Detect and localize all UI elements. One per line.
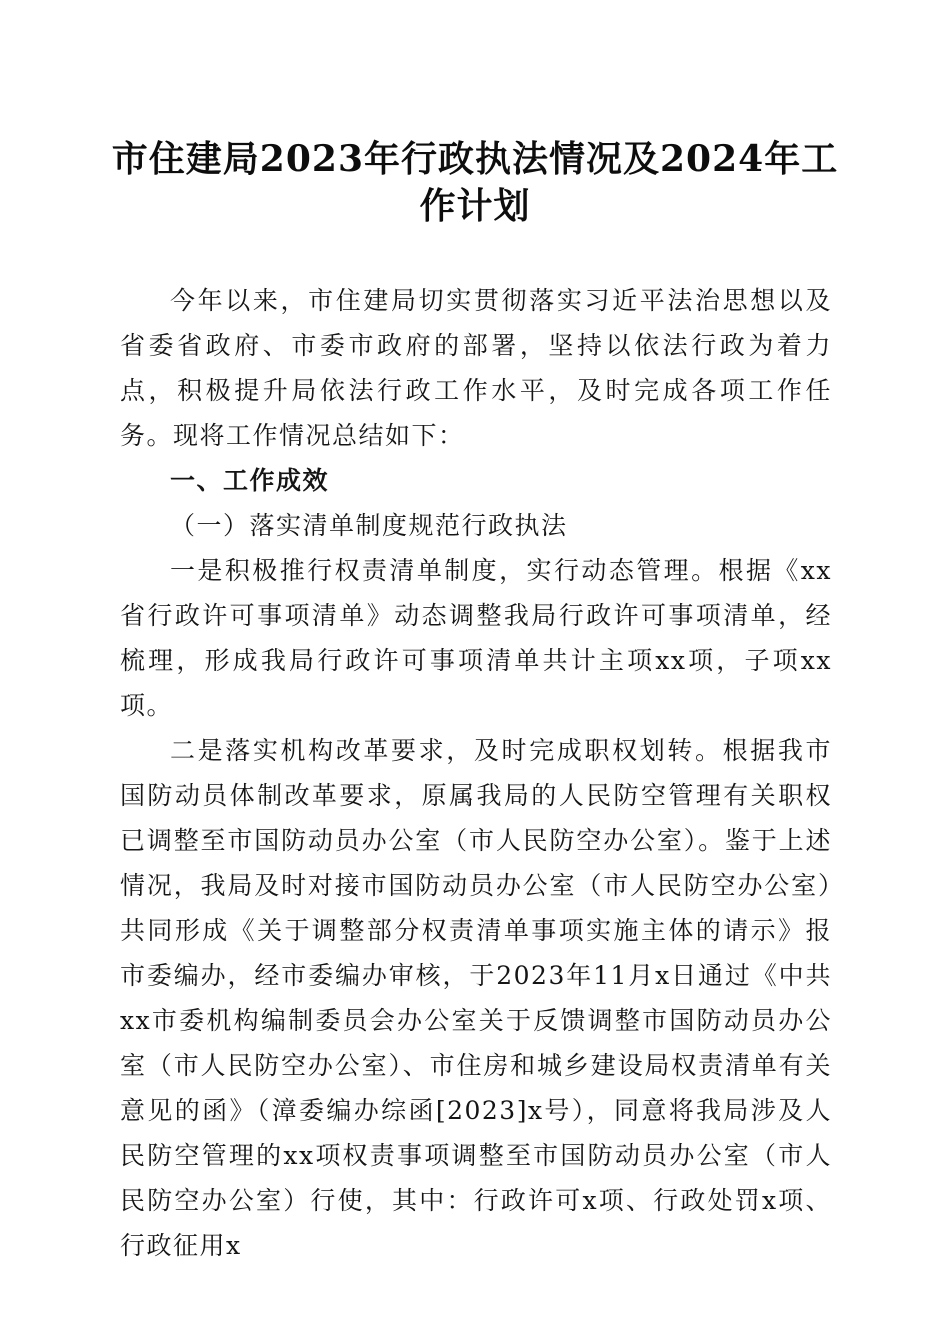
- section-heading-achievements: 一、工作成效: [170, 466, 330, 495]
- document-title: 市住建局2023年行政执法情况及2024年工作计划: [111, 138, 839, 227]
- subsection-heading-list-system: （一）落实清单制度规范行政执法: [170, 511, 568, 540]
- intro-paragraph: 今年以来，市住建局切实贯彻落实习近平法治思想以及省委省政府、市委市政府的部署，坚持以依法行政为着力点，积极提升局依法行政工作水平，及时完成各项工作任务。现将工作情况总结如下：: [120, 286, 832, 450]
- document-body: [120, 278, 832, 1268]
- point-one-paragraph: 一是积极推行权责清单制度，实行动态管理。根据《xx省行政许可事项清单》动态调整我局行政许可事项清单，经梳理，形成我局行政许可事项清单共计主项xx项，子项xx项。: [120, 556, 832, 720]
- point-two-paragraph: 二是落实机构改革要求，及时完成职权划转。根据我市国防动员体制改革要求，原属我局的人民防空管理有关职权已调整至市国防动员办公室（市人民防空办公室）。鉴于上述情况，我局及时对接市国防动员办公室（市人民防空办公室）共同形成《关于调整部分权责清单事项实施主体的请示》报市委编办，经市委编办审核，于2023年11月x日通过《中共xx市委机构编制委员会办公室关于反馈调整市国防动员办公室（市人民防空办公室）、市住房和城乡建设局权责清单有关意见的函》（漳委编办综函[2023]x号），同意将我局涉及人民防空管理的xx项权责事项调整至市国防动员办公室（市人民防空办公室）行使，其中：行政许可x项、行政处罚x项、行政征用x: [120, 736, 832, 1260]
